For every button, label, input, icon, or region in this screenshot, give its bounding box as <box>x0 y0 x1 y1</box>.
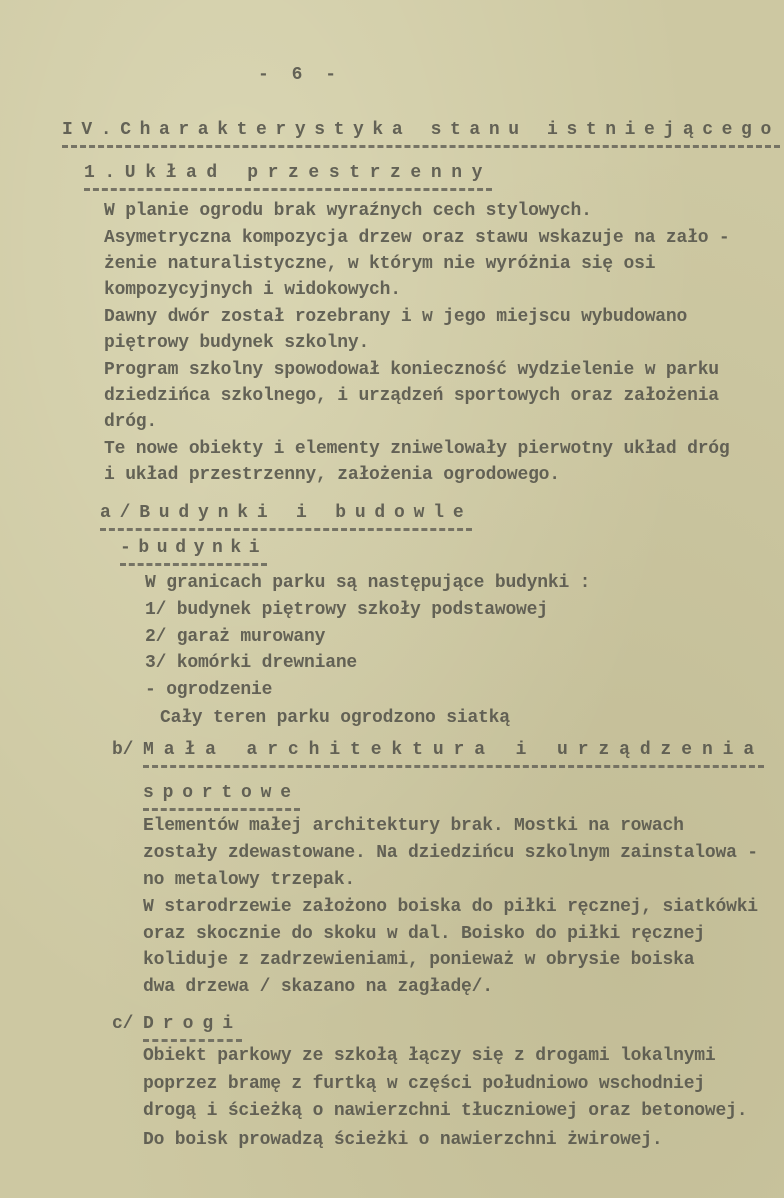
body-line: Te nowe obiekty i elementy zniwelowały pierwotny układ dróg <box>104 439 730 459</box>
section-b-title-cont: sportowe <box>143 782 300 811</box>
section-c-label: c/ <box>112 1014 134 1034</box>
body-line: kompozycyjnych i widokowych. <box>104 280 401 300</box>
list-item: 1/ budynek piętrowy szkoły podstawowej <box>145 600 548 620</box>
section-a-title: a/Budynki i budowle <box>100 502 472 531</box>
body-line: Cały teren parku ogrodzono siatką <box>160 708 510 728</box>
body-line: oraz skocznie do skoku w dal. Boisko do piłki ręcznej <box>143 924 705 944</box>
section-title: IV.Charakterystyka stanu istniejącego <box>62 119 780 148</box>
body-line: koliduje z zadrzewieniami, ponieważ w obrysie boiska <box>143 950 695 970</box>
list-item: 3/ komórki drewniane <box>145 653 358 673</box>
body-line: Elementów małej architektury brak. Mostki na rowach <box>143 816 684 836</box>
body-line: W starodrzewie założono boiska do piłki ręcznej, siatkówki <box>143 897 758 917</box>
body-line: W granicach parku są następujące budynki : <box>145 573 591 593</box>
section-a-subtitle: -budynki <box>120 537 267 566</box>
subsection-title: 1.Układ przestrzenny <box>84 162 492 191</box>
body-line: żenie naturalistyczne, w którym nie wyróżnia się osi <box>104 254 656 274</box>
body-line: Program szkolny spowodował konieczność wydzielenie w parku <box>104 360 719 380</box>
body-line: drogą i ścieżką o nawierzchni tłuczniowej oraz betonowej. <box>143 1101 748 1121</box>
section-b-title: Mała architektura i urządzenia <box>143 739 764 768</box>
body-line: Asymetryczna kompozycja drzew oraz stawu wskazuje na zało - <box>104 228 730 248</box>
page-number: - 6 - <box>258 65 343 85</box>
list-item: 2/ garaż murowany <box>145 627 326 647</box>
body-line: i układ przestrzenny, założenia ogrodowego. <box>104 465 560 485</box>
body-line: dziedzińca szkolnego, i urządzeń sportowych oraz założenia <box>104 386 719 406</box>
body-line: Obiekt parkowy ze szkołą łączy się z drogami lokalnymi <box>143 1046 716 1066</box>
body-line: dwa drzewa / skazano na zagładę/. <box>143 977 493 997</box>
body-line: Do boisk prowadzą ścieżki o nawierzchni żwirowej. <box>143 1130 663 1150</box>
list-item: - ogrodzenie <box>145 680 273 700</box>
body-line: piętrowy budynek szkolny. <box>104 333 370 353</box>
body-line: dróg. <box>104 412 158 432</box>
body-line: W planie ogrodu brak wyraźnych cech stylowych. <box>104 201 592 221</box>
section-b-label: b/ <box>112 740 134 760</box>
body-line: zostały zdewastowane. Na dziedzińcu szkolnym zainstalowa - <box>143 843 758 863</box>
body-line: poprzez bramę z furtką w części południowo wschodniej <box>143 1074 705 1094</box>
section-c-title: Drogi <box>143 1013 242 1042</box>
body-line: Dawny dwór został rozebrany i w jego miejscu wybudowano <box>104 307 688 327</box>
body-line: no metalowy trzepak. <box>143 870 356 890</box>
